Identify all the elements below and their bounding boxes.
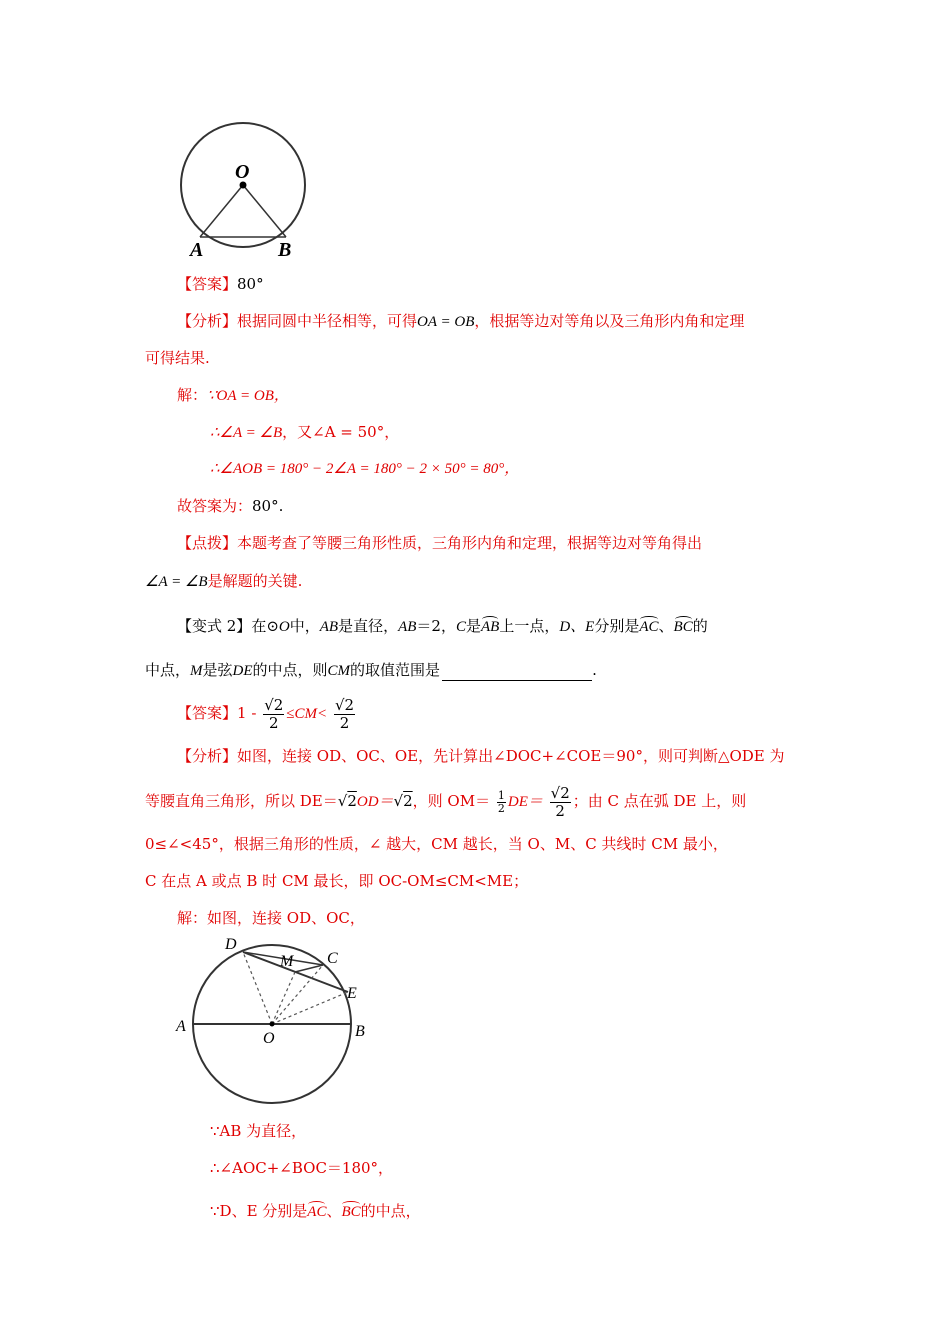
solution-line-2: ∴∠A = ∠B，又∠A = 50°， <box>210 423 400 441</box>
variant-answer-line: 【答案】1 - $\frac{√2}{2}$ ≤CM< $\frac{√2}{2}$ <box>177 695 355 732</box>
arc-bc: BC <box>673 619 693 635</box>
analysis-tag: 【分析】 <box>177 312 238 330</box>
label-b2: B <box>355 1023 365 1040</box>
tip-line-1: 【点拨】本题考查了等腰三角形性质，三角形内角和定理，根据等边对等角得出 <box>177 534 703 552</box>
variant-analysis-line-4: C 在点 A 或点 B 时 CM 最长，即 OC-OM≤CM<ME； <box>145 872 529 890</box>
variant-solution-line-1: ∵AB 为直径， <box>210 1122 307 1140</box>
label-o2: O <box>263 1030 275 1047</box>
variant-analysis-line-2: 等腰直角三角形，所以 DE＝√2OD＝√2，则 OM＝ $\frac{1}{2}$ DE＝ $\frac{√2}{2}$ ；由 C 点在弧 DE 上，则 <box>145 783 747 820</box>
variant-question-line-2: 中点，M是弦DE的中点，则CM的取值范围是 . <box>145 661 597 679</box>
dashed-oe <box>272 992 348 1024</box>
variant-analysis-line-3: 0≤∠<45°，根据三角形的性质，∠ 越大，CM 越长，当 O、M、C 共线时 CM 最小， <box>145 835 728 853</box>
answer-tag: 【答案】 <box>177 275 238 293</box>
arc-ab: AB <box>481 619 500 635</box>
solution-line-1: 解：∵OA = OB， <box>177 386 289 404</box>
dashed-od <box>243 952 272 1024</box>
label-a: A <box>190 239 204 261</box>
figure-circle-diameter <box>165 932 385 1112</box>
answer-line <box>177 274 264 294</box>
label-b: B <box>278 239 292 261</box>
variant-analysis-line-1: 【分析】如图，连接 OD、OC、OE，先计算出∠DOC+∠COE＝90°，则可判断△ODE 为 <box>177 747 785 765</box>
arc-ac: AC <box>639 619 659 635</box>
label-e: E <box>347 985 357 1002</box>
dashed-om <box>272 972 295 1024</box>
segment-mc <box>295 965 323 972</box>
dashed-oc <box>272 965 323 1024</box>
label-o: O <box>235 161 250 183</box>
center-dot-2 <box>270 1022 275 1027</box>
radius-ob <box>243 185 286 237</box>
analysis-line-1: 【分析】根据同圆中半径相等，可得OA = OB，根据等边对等角以及三角形内角和定理 <box>177 312 745 330</box>
radius-oa <box>200 185 243 237</box>
analysis-line-2: 可得结果. <box>145 349 210 367</box>
variant-question-line-1: 【变式 2】在⊙O中，AB是直径，AB＝2，C是AB上一点，D、E分别是AC、BC的 <box>177 617 708 635</box>
variant-solution-head: 解：如图，连接 OD、OC， <box>177 909 365 927</box>
fraction-sqrt2-over-2-b: $\frac{√2}{2}$ <box>334 695 355 732</box>
fraction-sqrt2-over-2: $\frac{√2}{2}$ <box>264 695 284 732</box>
label-d: D <box>225 936 237 953</box>
solution-line-4: 故答案为：80°. <box>177 497 284 515</box>
fraction-one-half: $\frac{1}{2}$ <box>497 788 505 815</box>
figure-circle-triangle <box>168 115 318 265</box>
arc-ac-2: AC <box>307 1204 327 1220</box>
answer-blank <box>442 680 592 681</box>
solution-line-3: ∴∠AOB = 180° − 2∠A = 180° − 2 × 50° = 80°， <box>210 461 520 477</box>
variant-solution-line-3: ∵D、E 分别是AC、BC的中点， <box>210 1202 421 1220</box>
arc-bc-2: BC <box>341 1204 361 1220</box>
tip-tag: 【点拨】 <box>177 534 238 552</box>
variant-solution-line-2: ∴∠AOC+∠BOC＝180°， <box>210 1159 394 1177</box>
answer-value: 80° <box>237 275 264 293</box>
label-m: M <box>280 953 294 970</box>
variant-tag: 【变式 2】 <box>177 617 252 635</box>
variant-answer-tag: 【答案】 <box>177 704 238 722</box>
tip-line-2: ∠A = ∠B是解题的关键. <box>145 572 303 590</box>
label-c: C <box>327 950 338 967</box>
fraction-sqrt2-over-2-c: $\frac{√2}{2}$ <box>550 783 570 820</box>
variant-analysis-tag: 【分析】 <box>177 747 238 765</box>
label-a2: A <box>176 1018 186 1035</box>
